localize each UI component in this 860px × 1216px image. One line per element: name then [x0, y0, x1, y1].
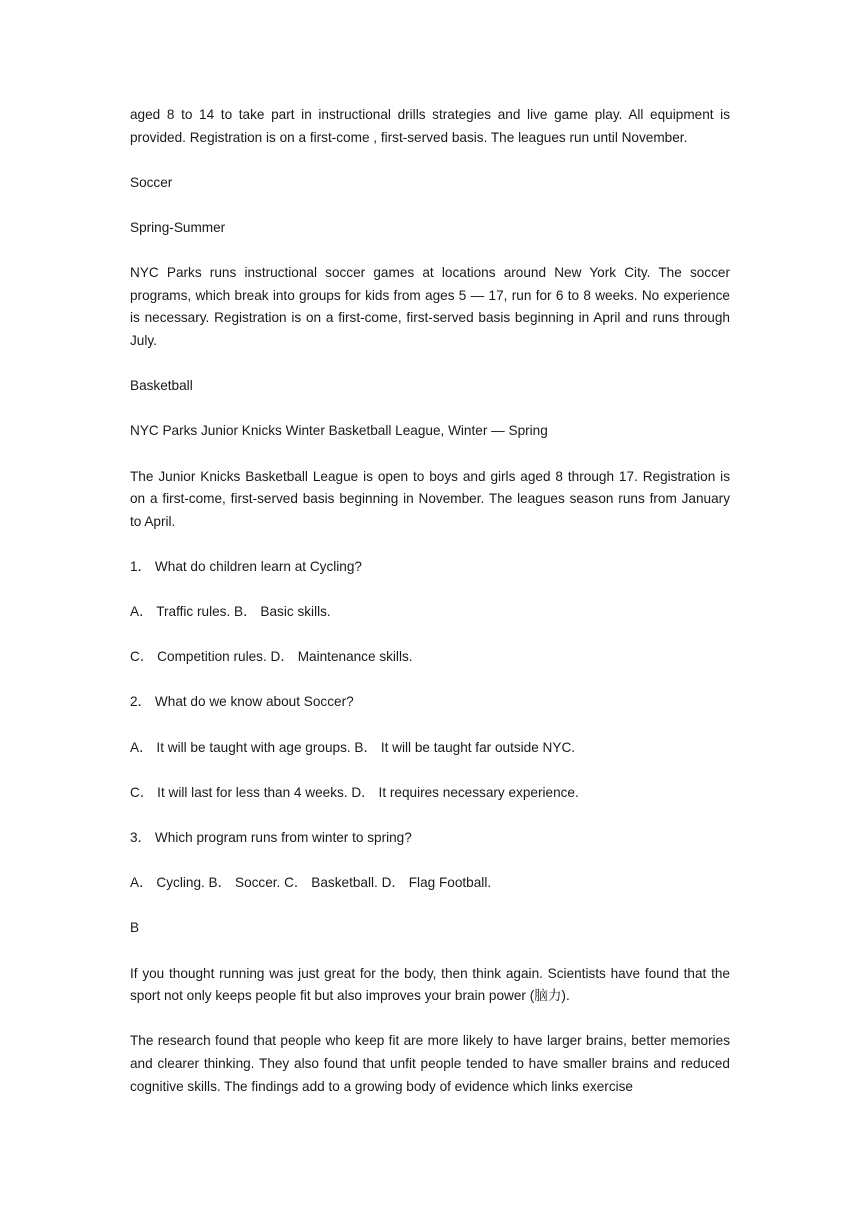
- paragraph-running-intro: If you thought running was just great for the body, then think again. Scientists have found that the sport not only keeps people fit but also improves your brain power (脑力).: [130, 965, 730, 1004]
- question-2: 2． What do we know about Soccer?: [130, 694, 354, 710]
- question-2-options-ab: A． It will be taught with age groups. B． It will be taught far outside NYC.: [130, 739, 576, 755]
- subheading-junior-knicks: NYC Parks Junior Knicks Winter Basketball League, Winter — Spring: [130, 423, 548, 439]
- question-3-options: A． Cycling. B． Soccer. C． Basketball. D． Flag Football.: [130, 875, 492, 891]
- question-2-options-cd: C． It will last for less than 4 weeks. D． It requires necessary experience.: [130, 784, 579, 800]
- question-1: 1． What do children learn at Cycling?: [130, 558, 362, 574]
- paragraph-football-continued: aged 8 to 14 to take part in instructional drills strategies and live game play. All equipment is provided. Registration is on a first-come , first-served basis. The leagues run until November.: [130, 107, 730, 145]
- paragraph-soccer: NYC Parks runs instructional soccer games at locations around New York City. The soccer programs, which break into groups for kids from ages 5 — 17, run for 6 to 8 weeks. No experience is necessary. Registration is on a first-come, first-served basis beginning in April and runs through July.: [130, 265, 730, 348]
- document-page: [130, 104, 730, 1121]
- subheading-spring-summer: Spring-Summer: [130, 219, 226, 235]
- question-3: 3． Which program runs from winter to spring?: [130, 830, 412, 845]
- section-label-b: B: [130, 920, 140, 936]
- heading-soccer: Soccer: [130, 174, 173, 190]
- paragraph-running-research: The research found that people who keep fit are more likely to have larger brains, better memories and clearer thinking. They also found that unfit people tended to have smaller brains and reduced cognitive skills. The findings add to a growing body of evidence which links exercise: [130, 1033, 730, 1094]
- paragraph-basketball: The Junior Knicks Basketball League is open to boys and girls aged 8 through 17. Registration is on a first-come, first-served basis beginning in November. The leagues season runs from January to April.: [130, 468, 730, 529]
- question-1-options-ab: A． Traffic rules. B． Basic skills.: [130, 604, 331, 620]
- question-1-options-cd: C． Competition rules. D． Maintenance skills.: [130, 649, 413, 665]
- heading-basketball: Basketball: [130, 378, 193, 394]
